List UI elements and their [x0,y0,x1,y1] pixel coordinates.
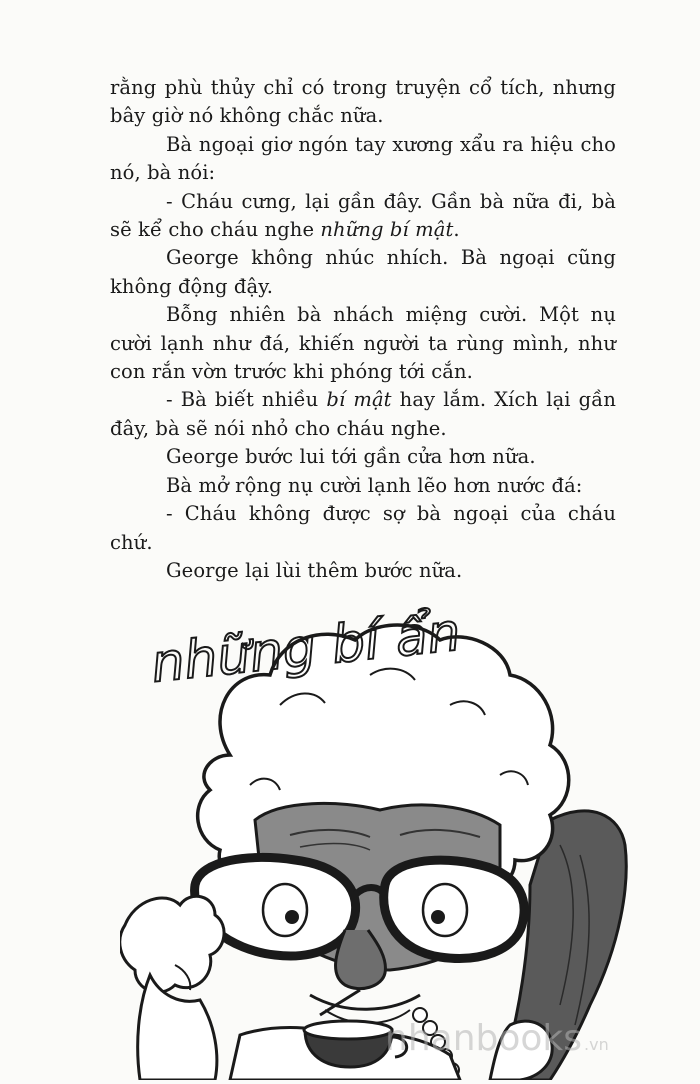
paragraph [110,557,616,585]
paragraph [110,443,616,471]
watermark [385,1018,685,1062]
text-segment: hay lắm. Xích lại gần đây, bà sẽ nói nhỏ cho cháu nghe. [110,388,616,440]
paragraph [110,472,616,500]
text-segment: Bỗng nhiên bà nhách miệng cười. Một nụ cười lạnh như đá, khiến người ta rùng mình, như con rắn vờn trước khi phóng tới cắn. [110,303,616,384]
paragraph [110,188,616,245]
text-segment: . [453,218,460,242]
italic-phrase: bí mật [326,388,392,412]
paragraph [110,386,616,443]
text-segment: rằng phù thủy chỉ có trong truyện cổ tích, nhưng bây giờ nó không chắc nữa. [110,76,616,128]
paragraph [110,131,616,188]
text-segment: Bà mở rộng nụ cười lạnh lẽo hơn nước đá: [166,473,583,497]
text-segment: George không nhúc nhích. Bà ngoại cũng không động đậy. [110,246,616,298]
watermark-suffix: .vn [584,1035,609,1054]
watermark-main: nhanbooks [385,1018,583,1059]
paragraph [110,74,616,131]
paragraph [110,244,616,301]
text-segment: George bước lui tới gần cửa hơn nữa. [166,445,536,469]
paragraph [110,500,616,557]
text-segment: Bà ngoại giơ ngón tay xương xẩu ra hiệu cho nó, bà nói: [110,132,616,185]
italic-phrase: những bí mật [320,218,454,242]
paragraph [110,301,616,386]
text-segment: - Cháu không được sợ bà ngoại của cháu chứ. [110,502,616,554]
body-text [110,74,616,585]
text-segment: - Cháu cưng, lại gần đây. Gần bà nữa đi, bà sẽ kể cho cháu nghe [110,189,616,242]
text-segment: George lại lùi thêm bước nữa. [166,558,463,582]
handwritten-caption [140,585,520,695]
grandmother-illustration [120,585,640,1080]
handwritten-caption-text: những bí ẩn [148,602,464,695]
text-segment: - Bà biết nhiều [166,388,327,412]
